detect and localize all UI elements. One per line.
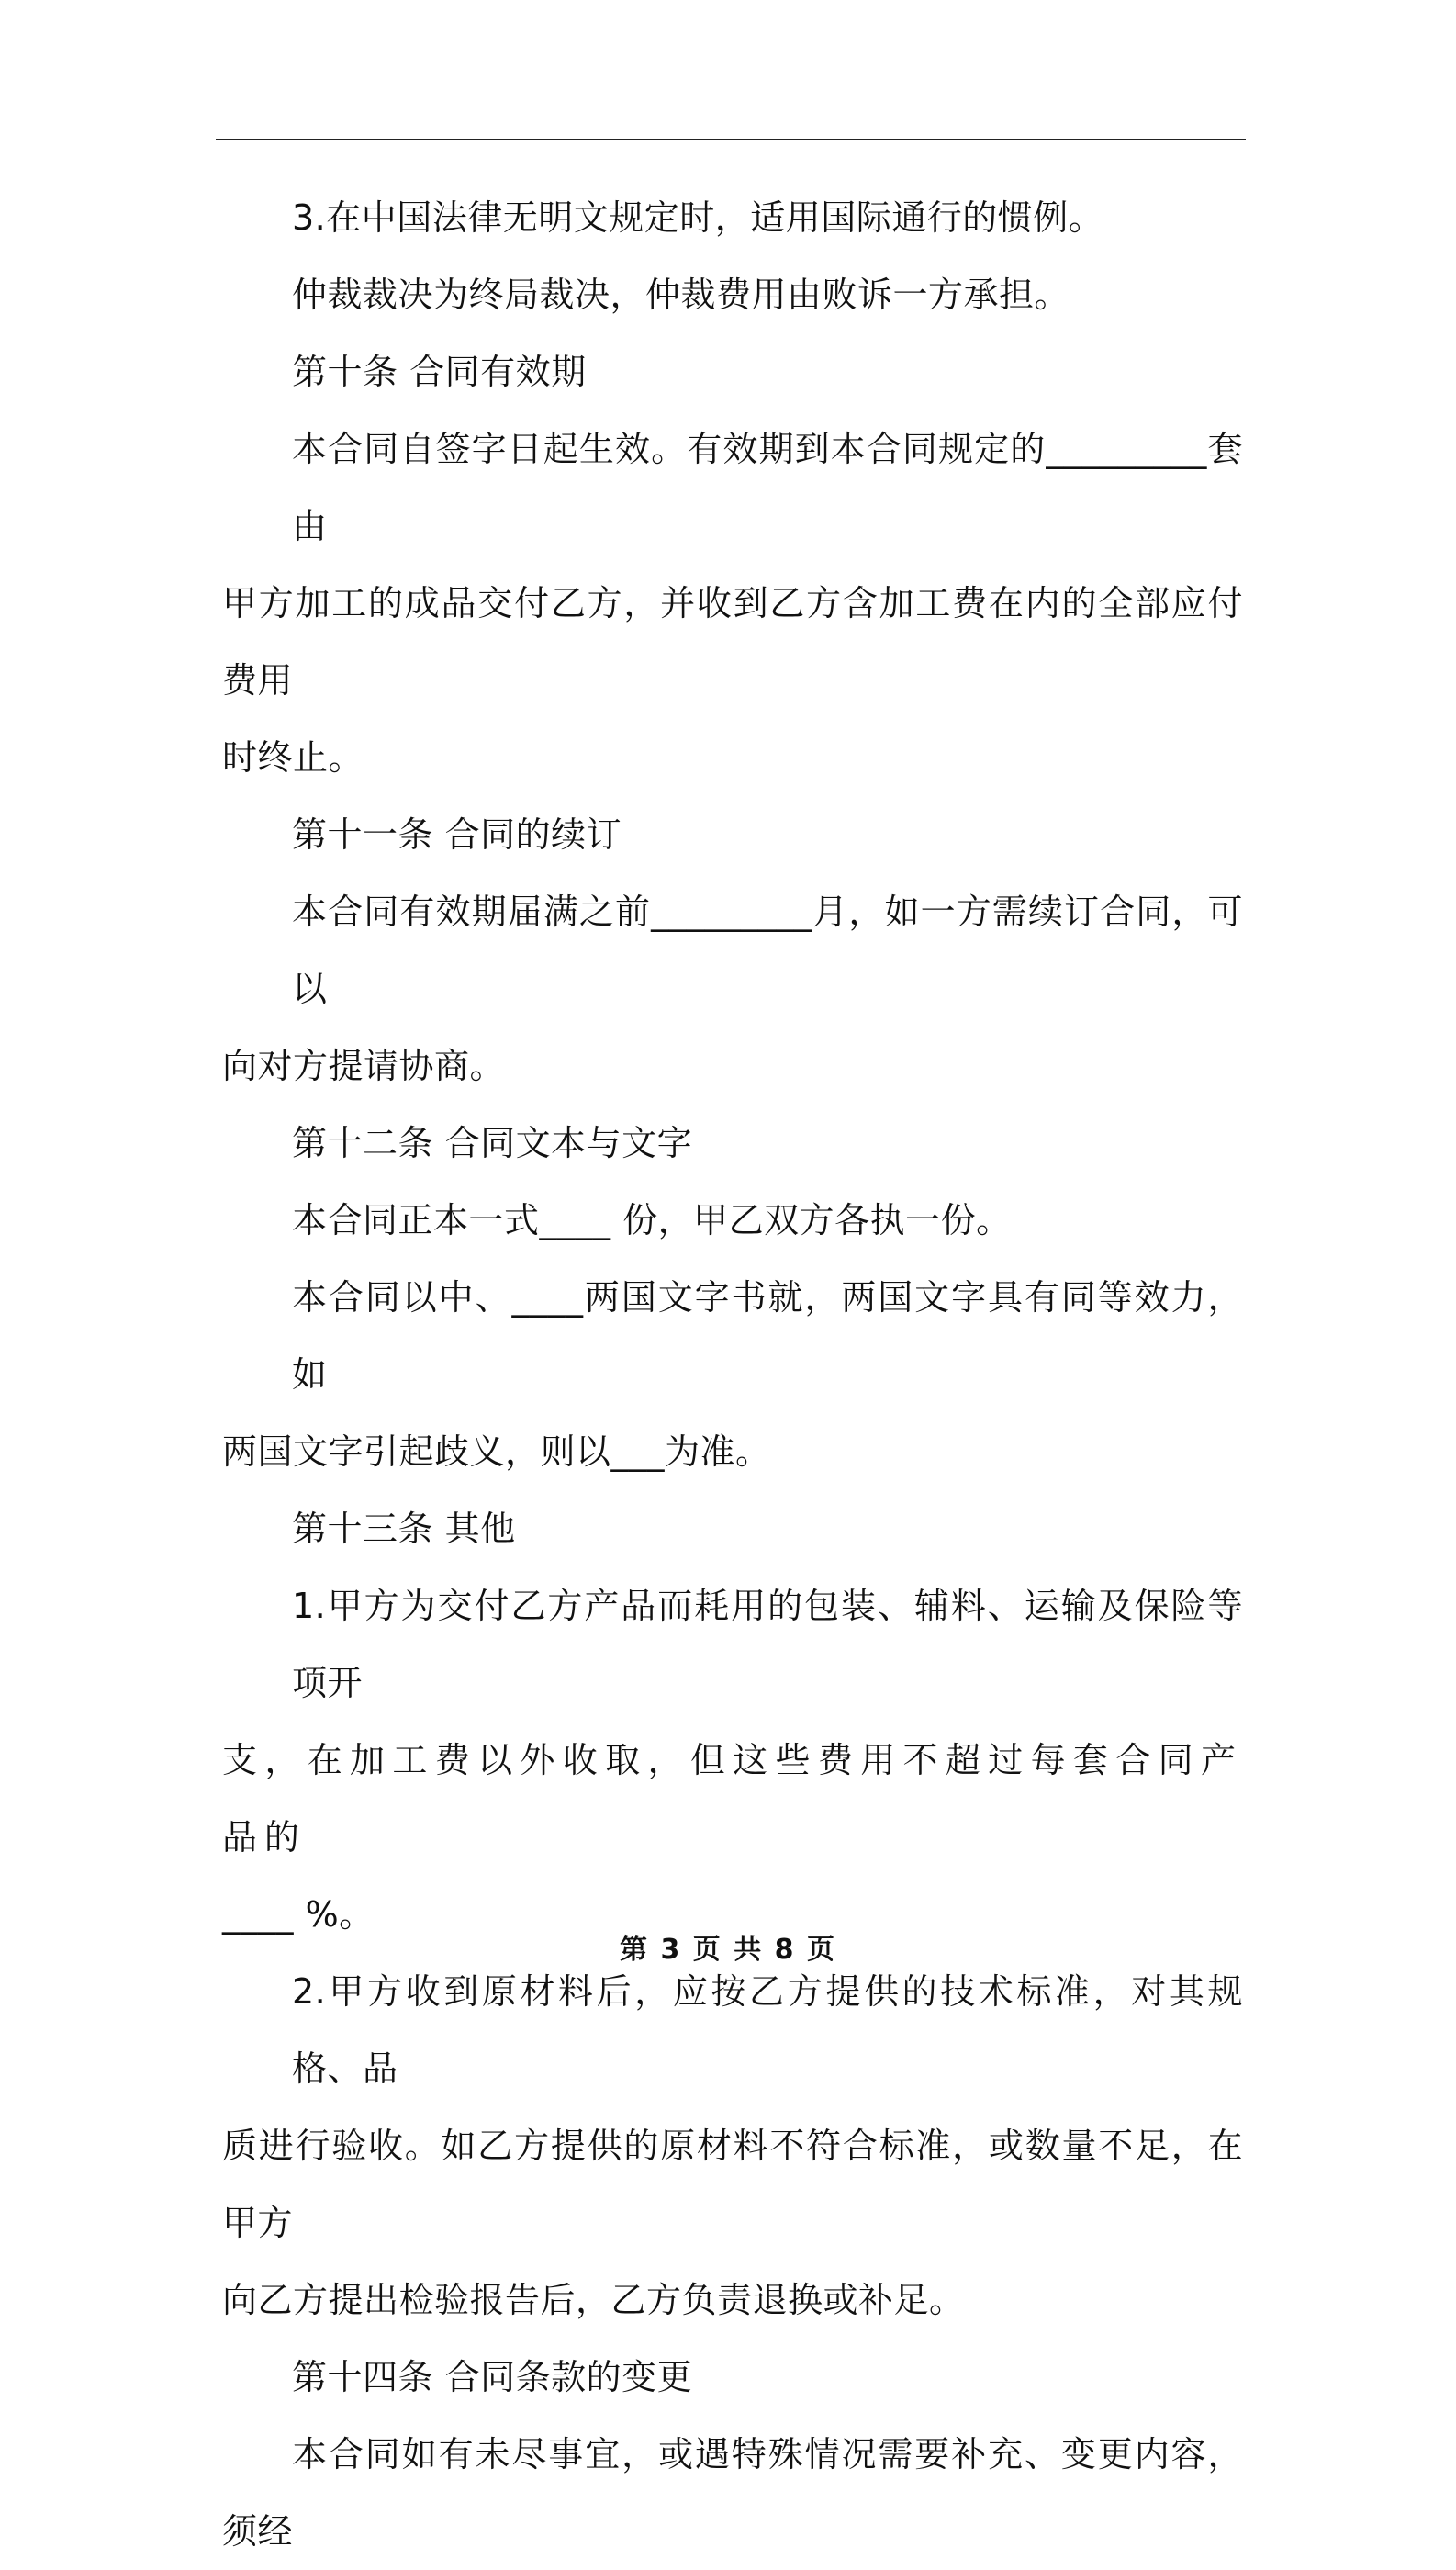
clause-paragraph xyxy=(222,1182,1243,1259)
text-line: 本合同以中、____两国文字书就，两国文字具有同等效力，如 xyxy=(292,1277,1243,1395)
text-line: 第十四条 合同条款的变更 xyxy=(292,2357,693,2397)
text-line: 质进行验收。如乙方提供的原材料不符合标准，或数量不足，在甲方 xyxy=(222,2126,1243,2243)
document-body xyxy=(222,179,1243,2570)
text-line: 仲裁裁决为终局裁决，仲裁费用由败诉一方承担。 xyxy=(292,275,1070,315)
text-line: 第十一条 合同的续订 xyxy=(292,814,622,855)
text-line: 3.在中国法律无明文规定时，适用国际通行的惯例。 xyxy=(292,197,1104,238)
article-heading xyxy=(222,796,1243,873)
clause-paragraph xyxy=(222,1953,1243,2339)
text-line: 第十条 合同有效期 xyxy=(292,352,587,392)
clause-paragraph xyxy=(222,1259,1243,1490)
article-heading xyxy=(222,2339,1243,2416)
text-line: ____ %。 xyxy=(222,1894,375,1935)
text-line: 本合同正本一式____ 份，甲乙双方各执一份。 xyxy=(292,1200,1012,1240)
text-line: 甲方加工的成品交付乙方，并收到乙方含加工费在内的全部应付费用 xyxy=(222,583,1243,701)
text-line: 本合同有效期届满之前_________月，如一方需续订合同，可以 xyxy=(292,892,1243,1009)
clause-paragraph xyxy=(222,1567,1243,1953)
text-line: 第十三条 其他 xyxy=(292,1509,516,1549)
page-number-footer: 第 3 页 共 8 页 xyxy=(620,1934,836,1966)
text-line: 时终止。 xyxy=(222,737,364,778)
text-line: 向乙方提出检验报告后，乙方负责退换或补足。 xyxy=(222,2280,965,2320)
clause-paragraph xyxy=(222,410,1243,796)
text-line: 2.甲方收到原材料后，应按乙方提供的技术标准，对其规格、品 xyxy=(292,1971,1243,2089)
text-line: 本合同自签字日起生效。有效期到本合同规定的_________套由 xyxy=(292,429,1243,546)
article-heading xyxy=(222,1105,1243,1182)
clause-paragraph xyxy=(222,873,1243,1105)
clause-paragraph xyxy=(222,179,1243,256)
article-heading xyxy=(222,1490,1243,1567)
article-heading xyxy=(222,333,1243,410)
text-line: 1.甲方为交付乙方产品而耗用的包装、辅料、运输及保险等项开 xyxy=(292,1586,1243,1703)
clause-paragraph xyxy=(222,256,1243,333)
text-line: 向对方提请协商。 xyxy=(222,1046,506,1086)
clause-paragraph xyxy=(222,2416,1243,2570)
header-divider xyxy=(216,139,1246,140)
text-line: 第十二条 合同文本与文字 xyxy=(292,1123,693,1163)
text-line: 本合同如有未尽事宜，或遇特殊情况需要补充、变更内容，须经 xyxy=(222,2434,1243,2552)
text-line: 两国文字引起歧义，则以___为准。 xyxy=(222,1431,771,1472)
text-line: 支，在加工费以外收取，但这些费用不超过每套合同产品的 xyxy=(222,1740,1243,1857)
